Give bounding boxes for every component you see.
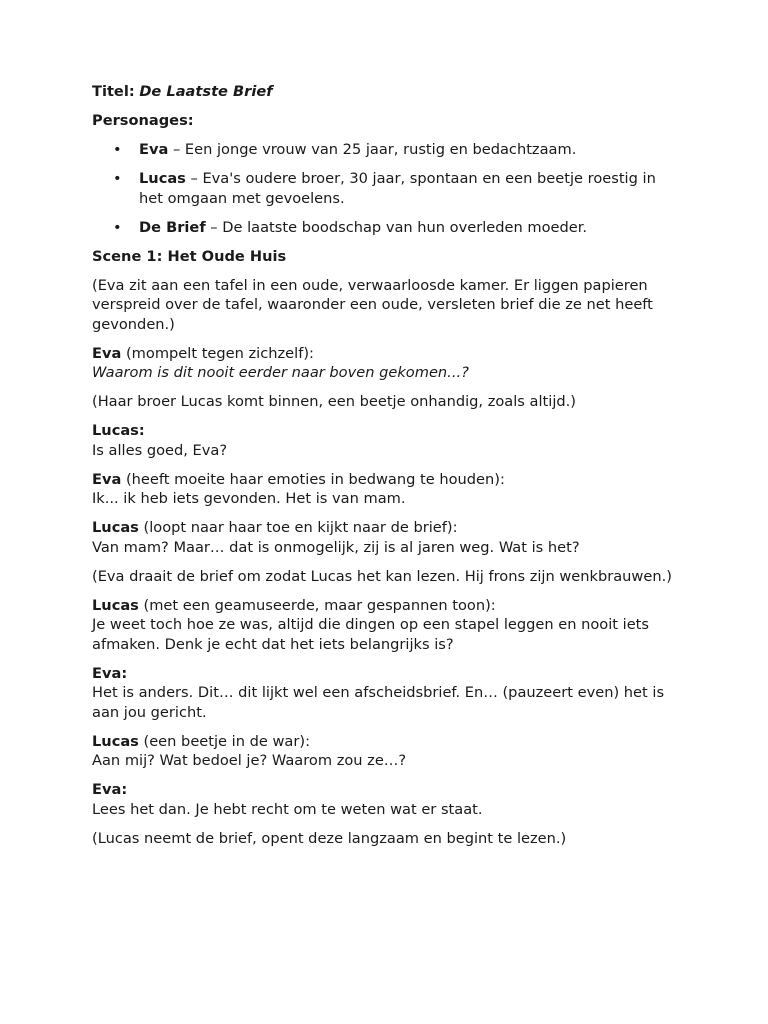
speaker-line [92, 344, 678, 364]
dialogue-text: Ik... ik heb iets gevonden. Het is van mam. [92, 490, 406, 507]
bullet-icon: • [113, 218, 122, 236]
speaker-name: Lucas: [92, 422, 145, 439]
character-name: De Brief [139, 218, 206, 236]
dialogue-line [92, 421, 678, 460]
character-name: Lucas [139, 170, 186, 187]
speaker-direction: (loopt naar haar toe en kijkt naar de brief): [138, 519, 458, 536]
speaker-line [92, 664, 678, 684]
dialogue-line [92, 596, 678, 655]
speaker-direction: (mompelt tegen zichzelf): [121, 344, 314, 362]
dialogue-line [92, 732, 678, 771]
character-list [92, 140, 678, 237]
scene-heading: Scene 1: Het Oude Huis [92, 247, 287, 265]
speaker-name: Eva [92, 470, 122, 488]
dialogue-text: Waarom is dit nooit eerder naar boven gekomen...? [92, 364, 469, 381]
dialogue-line [92, 664, 678, 723]
character-item-eva [92, 140, 678, 160]
stage-direction: (Eva zit aan een tafel in een oude, verwaarloosde kamer. Er liggen papieren verspreid over de tafel, waaronder een oude, versleten brief die ze net heeft gevonden.) [92, 276, 653, 333]
character-name: Eva [139, 141, 169, 158]
title-label: Titel: [92, 83, 135, 100]
characters-heading: Personages: [92, 112, 194, 129]
play-title: De Laatste Brief [139, 83, 273, 100]
dialogue-line [92, 470, 678, 509]
speaker-name: Lucas [92, 732, 139, 750]
dialogue-text: Is alles goed, Eva? [92, 441, 228, 459]
speaker-line [92, 732, 678, 752]
character-item-brief [92, 218, 678, 238]
dialogue-text: Je weet toch hoe ze was, altijd die dingen op een stapel leggen en nooit iets afmaken. Denk je echt dat het iets belangrijks is? [92, 616, 649, 653]
stage-direction: (Haar broer Lucas komt binnen, een beetje onhandig, zoals altijd.) [92, 393, 576, 410]
speaker-name: Eva: [92, 781, 128, 798]
speaker-name: Eva [92, 344, 122, 362]
speaker-name: Lucas [92, 596, 139, 614]
speaker-line [92, 596, 678, 616]
speaker-line [92, 518, 678, 538]
speaker-line [92, 780, 678, 800]
bullet-icon: • [113, 141, 122, 158]
title-line [92, 82, 678, 102]
speaker-direction: (een beetje in de war): [138, 732, 310, 750]
speaker-name: Eva: [92, 664, 128, 682]
speaker-name: Lucas [92, 519, 139, 536]
character-description: – De laatste boodschap van hun overleden moeder. [205, 218, 588, 236]
character-description: – Een jonge vrouw van 25 jaar, rustig en bedachtzaam. [168, 141, 577, 158]
speaker-line [92, 421, 678, 441]
stage-direction: (Eva draait de brief om zodat Lucas het kan lezen. Hij frons zijn wenkbrauwen.) [92, 567, 672, 585]
dialogue-line [92, 780, 678, 819]
dialogue-text: Aan mij? Wat bedoel je? Waarom zou ze…? [92, 752, 407, 769]
dialogue-text: Lees het dan. Je hebt recht om te weten wat er staat. [92, 800, 483, 818]
dialogue-line [92, 518, 678, 557]
speaker-direction: (heeft moeite haar emoties in bedwang te houden): [121, 470, 505, 488]
stage-direction: (Lucas neemt de brief, opent deze langzaam en begint te lezen.) [92, 829, 567, 847]
character-description: – Eva's oudere broer, 30 jaar, spontaan en een beetje roestig in het omgaan met gevoelens. [139, 170, 656, 207]
character-item-lucas [92, 169, 678, 208]
dialogue-text: Van mam? Maar… dat is onmogelijk, zij is al jaren weg. Wat is het? [92, 538, 580, 556]
speaker-direction: (met een geamuseerde, maar gespannen toon): [138, 596, 496, 614]
speaker-line [92, 470, 678, 490]
dialogue-line [92, 344, 678, 383]
dialogue-text: Het is anders. Dit… dit lijkt wel een afscheidsbrief. En… (pauzeert even) het is aan jou gericht. [92, 684, 665, 721]
bullet-icon: • [113, 170, 122, 187]
